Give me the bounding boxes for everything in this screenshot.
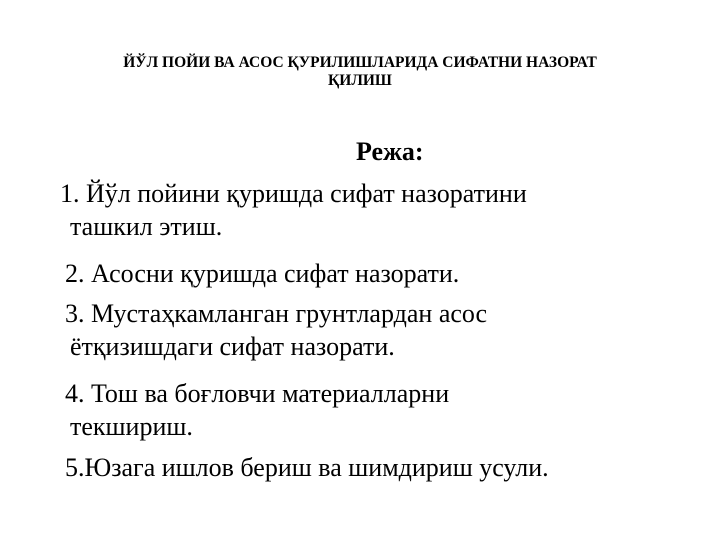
plan-heading: Режа:: [356, 137, 424, 166]
plan-item-4: [65, 377, 449, 443]
plan-item-4-line-2: текшириш.: [70, 412, 193, 441]
plan-item-3-line-2: ётқизишдаги сифат назорати.: [70, 332, 395, 361]
plan-item-3-line-1: 3. Мустаҳкамланган грунтлардан асос: [65, 299, 488, 328]
plan-item-3: [65, 297, 487, 363]
slide-title-line-2: ҚИЛИШ: [328, 72, 392, 89]
plan-item-1-line-1: 1. Йўл пойини қуришда сифат назоратини: [60, 179, 527, 208]
slide-title-line-1: ЙЎЛ ПОЙИ ВА АСОС ҚУРИЛИШЛАРИДА СИФАТНИ НАЗОРАТ: [123, 54, 597, 71]
plan-item-2: [65, 257, 459, 290]
plan-item-5: [65, 451, 549, 484]
plan-item-1: [60, 177, 527, 243]
plan-item-4-line-1: 4. Тош ва боғловчи материалларни: [65, 379, 450, 408]
plan-item-5-line-1: 5.Юзага ишлов бериш ва шимдириш усули.: [65, 453, 549, 482]
plan-item-2-line-1: 2. Асосни қуришда сифат назорати.: [65, 259, 460, 288]
plan-item-1-line-2: ташкил этиш.: [70, 212, 223, 241]
